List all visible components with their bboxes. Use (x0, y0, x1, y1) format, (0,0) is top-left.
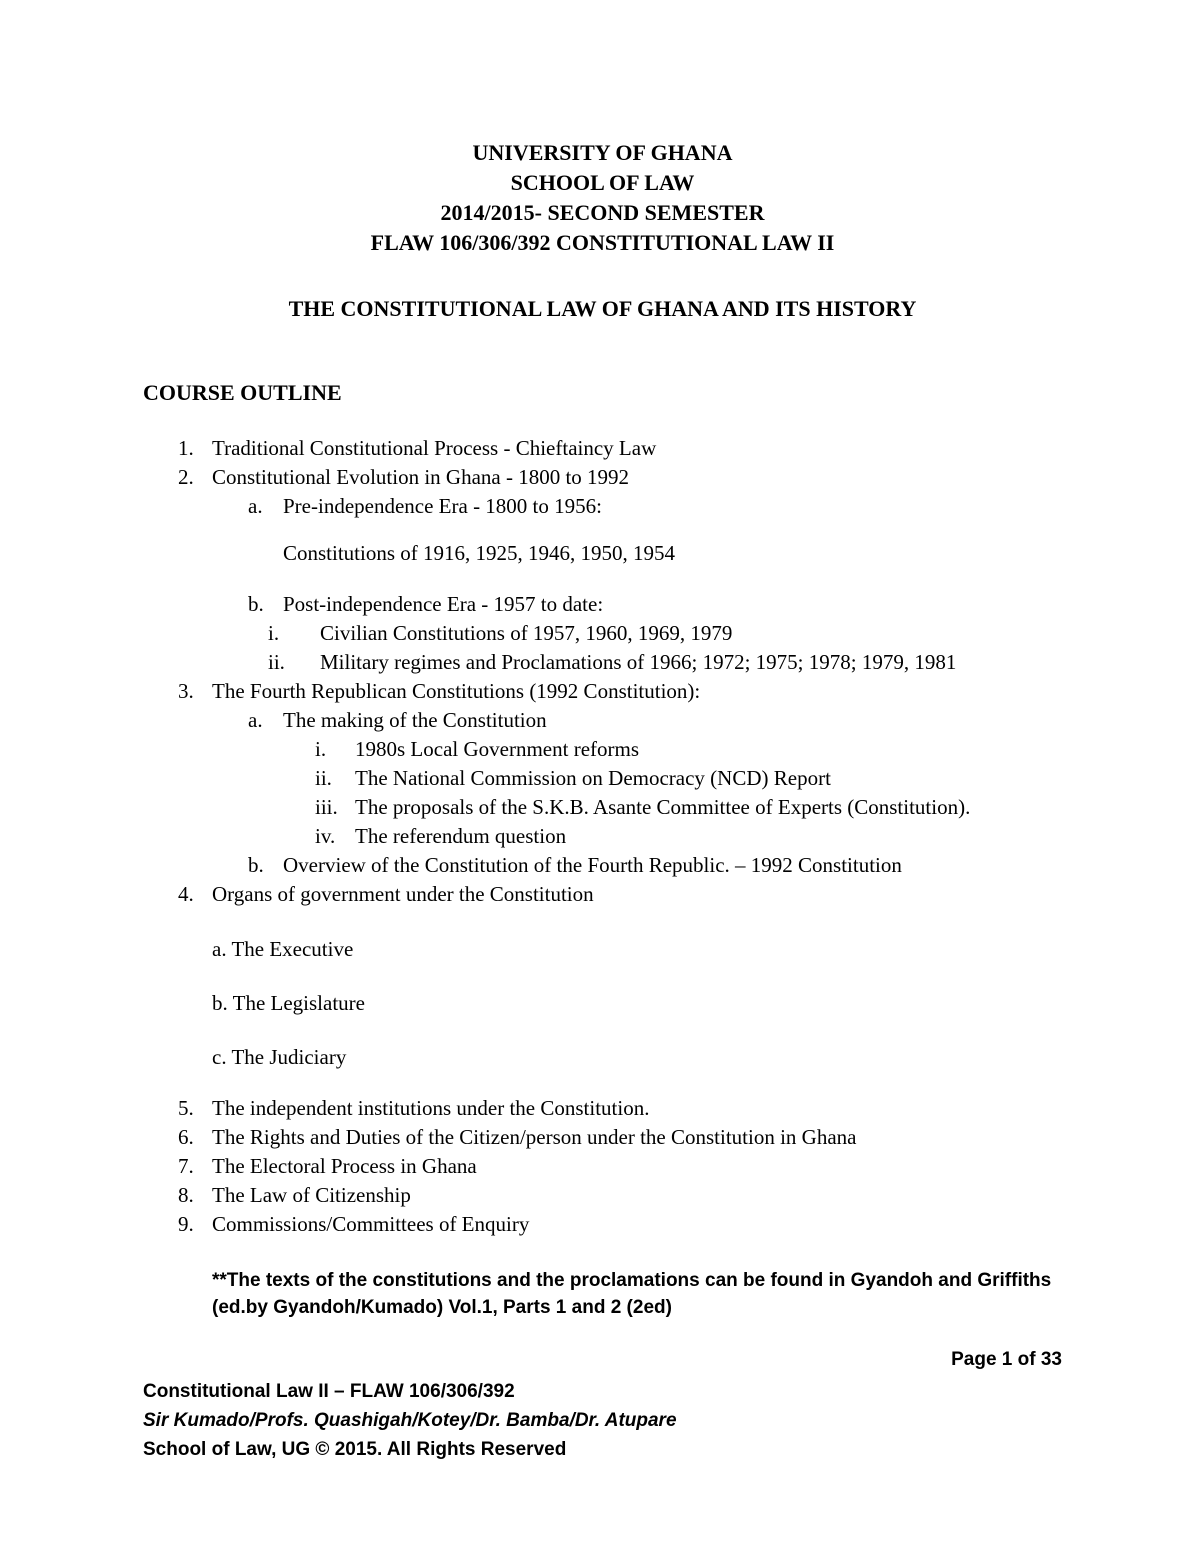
outline-item (178, 1210, 1062, 1239)
outline-item-text: Civilian Constitutions of 1957, 1960, 1969, 1979 (320, 621, 733, 645)
header-line-semester: 2014/2015- SECOND SEMESTER (440, 200, 765, 225)
outline-item (315, 822, 1062, 851)
outline-item-marker: b. (248, 853, 264, 877)
outline-item (248, 851, 1062, 880)
outline-item-text: Overview of the Constitution of the Fourth Republic. – 1992 Constitution (283, 853, 902, 877)
outline-item (315, 764, 1062, 793)
outline-item-marker: 1. (178, 436, 194, 460)
outline-item (248, 590, 1062, 619)
outline-item-marker: 6. (178, 1125, 194, 1149)
outline-item (178, 880, 1062, 909)
outline-item-text: The Rights and Duties of the Citizen/person under the Constitution in Ghana (212, 1125, 857, 1149)
outline-item-text: The proposals of the S.K.B. Asante Committee of Experts (Constitution). (355, 795, 971, 819)
outline-item-marker: 3. (178, 679, 194, 703)
outline-item-marker: ii. (268, 650, 285, 674)
outline-item-marker: a. (248, 494, 263, 518)
header-line-course-code: FLAW 106/306/392 CONSTITUTIONAL LAW II (370, 230, 835, 255)
outline-item-marker: i. (315, 737, 327, 761)
outline-item-marker: 5. (178, 1096, 194, 1120)
document-footer (143, 1345, 1062, 1464)
outline-paragraph (283, 539, 1062, 568)
outline-item-text: The Electoral Process in Ghana (212, 1154, 477, 1178)
outline-paragraph-text: a. The Executive (212, 937, 354, 961)
outline-item (268, 619, 1062, 648)
outline-item-text: Post-independence Era - 1957 to date: (283, 592, 604, 616)
outline-item-text: Traditional Constitutional Process - Chieftaincy Law (212, 436, 657, 460)
outline-item-text: Military regimes and Proclamations of 1966; 1972; 1975; 1978; 1979, 1981 (320, 650, 957, 674)
outline-item-text: 1980s Local Government reforms (355, 737, 640, 761)
outline-item (315, 735, 1062, 764)
outline-item-marker: iii. (315, 795, 338, 819)
document-title: THE CONSTITUTIONAL LAW OF GHANA AND ITS HISTORY (288, 296, 917, 321)
outline-item-text: Organs of government under the Constitution (212, 882, 594, 906)
outline-paragraph (212, 989, 1062, 1018)
outline-item-text: The making of the Constitution (283, 708, 547, 732)
outline-item (268, 648, 1062, 677)
outline-item-text: Commissions/Committees of Enquiry (212, 1212, 530, 1236)
header-line-school: SCHOOL OF LAW (510, 170, 695, 195)
footer-course-line: Constitutional Law II – FLAW 106/306/392 (143, 1381, 515, 1402)
outline-paragraph (212, 1043, 1062, 1072)
outline-item (178, 1094, 1062, 1123)
outline-item (178, 434, 1062, 463)
document-header (143, 138, 1062, 258)
outline-item (178, 1123, 1062, 1152)
footer-copyright-line: School of Law, UG © 2015. All Rights Reserved (143, 1439, 567, 1460)
outline-item (178, 463, 1062, 492)
outline-item-text: The National Commission on Democracy (NCD) Report (355, 766, 831, 790)
outline-item-marker: 9. (178, 1212, 194, 1236)
outline-item-marker: 4. (178, 882, 194, 906)
outline-item-marker: b. (248, 592, 264, 616)
outline-item-marker: ii. (315, 766, 332, 790)
footer-lecturers-line: Sir Kumado/Profs. Quashigah/Kotey/Dr. Bamba/Dr. Atupare (143, 1410, 677, 1431)
outline-item (248, 492, 1062, 521)
outline-item-text: Constitutional Evolution in Ghana - 1800 to 1992 (212, 465, 630, 489)
outline-paragraph-text: Constitutions of 1916, 1925, 1946, 1950, 1954 (283, 541, 676, 565)
outline-item-marker: a. (248, 708, 263, 732)
page-number-label: Page 1 of 33 (951, 1349, 1062, 1370)
outline-item-text: The referendum question (355, 824, 567, 848)
outline-item-text: The Fourth Republican Constitutions (1992 Constitution): (212, 679, 701, 703)
outline-item-text: The independent institutions under the Constitution. (212, 1096, 650, 1120)
outline-item-text: Pre-independence Era - 1800 to 1956: (283, 494, 602, 518)
outline-item (178, 1181, 1062, 1210)
outline-item-marker: 7. (178, 1154, 194, 1178)
outline-paragraph-text: b. The Legislature (212, 991, 365, 1015)
outline-item (248, 706, 1062, 735)
course-outline-heading: COURSE OUTLINE (143, 380, 342, 405)
outline-item-marker: iv. (315, 824, 336, 848)
texts-source-note: **The texts of the constitutions and the proclamations can be found in Gyandoh and Griffiths (ed.by Gyandoh/Kumado) Vol.1, Parts 1 and 2 (2ed) (212, 1270, 1052, 1318)
outline-item (315, 793, 1062, 822)
outline-paragraph (212, 935, 1062, 964)
outline-item-marker: 2. (178, 465, 194, 489)
header-line-university: UNIVERSITY OF GHANA (472, 140, 733, 165)
outline-paragraph-text: c. The Judiciary (212, 1045, 347, 1069)
outline-item-marker: i. (268, 621, 280, 645)
outline-item-text: The Law of Citizenship (212, 1183, 411, 1207)
outline-item (178, 1152, 1062, 1181)
outline-item-marker: 8. (178, 1183, 194, 1207)
outline-item (178, 677, 1062, 706)
